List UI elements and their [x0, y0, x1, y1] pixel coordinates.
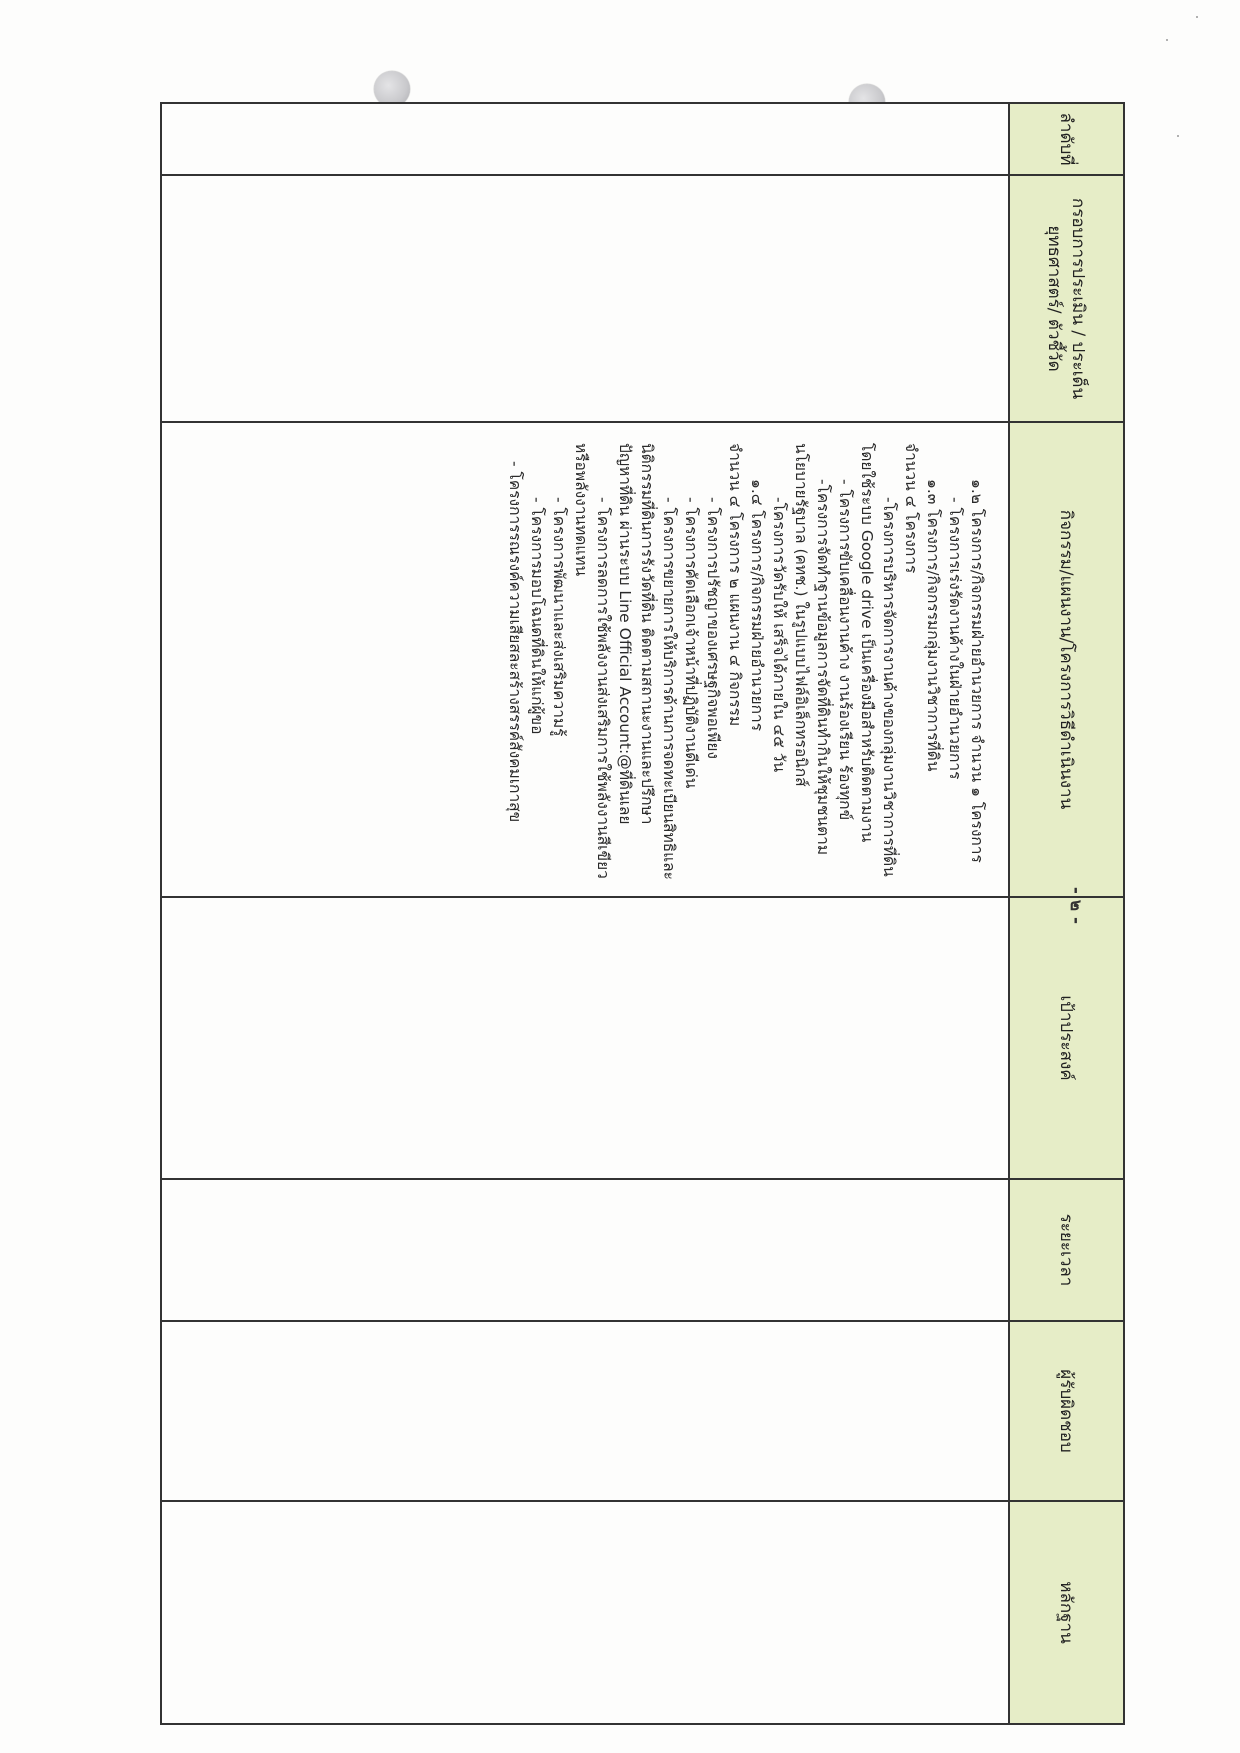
header-duration: ระยะเวลา — [1009, 1179, 1124, 1321]
header-order: ลำดับที่ — [1009, 103, 1124, 175]
activity-line: จำนวน ๔ โครงการ — [902, 443, 920, 574]
cell-order — [161, 103, 1009, 175]
cell-objective — [161, 897, 1009, 1179]
activity-line: -โครงการบริหารจัดการงานค้างของกลุ่มงานวิชาการที่ดิน — [880, 497, 898, 877]
activity-line: นิติกรรมที่ดินการรังวัดที่ดิน ติดตามสถานะงานและปรึกษา — [638, 443, 656, 825]
activity-line: นโยบายรัฐบาล (คทช.) ในรูปแบบไฟล์อิเล็กทรอนิกส์ — [792, 443, 810, 787]
cell-framework — [161, 175, 1009, 422]
activity-line: - โครงการปรัชญาของเศรษฐกิจพอเพียง — [704, 497, 722, 759]
header-objective: เป้าประสงค์ — [1009, 897, 1124, 1179]
page-number: - ๒ - — [1066, 886, 1087, 925]
paper-speck — [1166, 39, 1168, 41]
activity-line: -โครงการวัดรับให้ เสร็จได้ภายใน ๔๕ วัน — [770, 497, 788, 773]
activity-line: - โครงการคัดเลือกเจ้าหน้าที่ปฏิบัติงานดีเด่น — [682, 497, 700, 789]
plan-table — [160, 102, 1125, 1725]
activity-line: - โครงการขับเคลื่อนงานค้าง งานร้องเรียน ร้องทุกข์ — [836, 479, 854, 821]
header-activities: กิจกรรม/แผนงาน/โครงการวิธีดำเนินงาน — [1009, 422, 1124, 897]
paper-speck — [1177, 135, 1179, 137]
activity-line: ๑.๓ โครงการ/กิจกรรมกลุ่มงานวิชาการที่ดิน — [924, 479, 942, 772]
activity-line: -โครงการจัดทำฐานข้อมูลการจัดที่ดินทำกินให้ชุมชนตาม — [814, 479, 832, 856]
activity-line: ปัญหาที่ดิน ผ่านระบบ Line Official Account:@ที่ดินเลย — [616, 443, 634, 825]
header-evidence: หลักฐาน — [1009, 1501, 1124, 1724]
cell-evidence — [161, 1501, 1009, 1724]
activity-line: - โครงการลดการใช้พลังงานส่งเสริมการใช้พลังงานสีเขียว — [594, 497, 612, 879]
activity-line: ๑.๒ โครงการ/กิจกรรมฝ่ายอำนวยการ จำนวน ๑ โครงการ — [968, 479, 986, 863]
activity-line: - โครงการขยายการให้บริการด้านการจดทะเบียนสิทธิและ — [660, 497, 678, 880]
rotated-table-page — [160, 102, 1125, 1723]
header-framework: กรอบการประเมิน / ประเด็นยุทธศาสตร์/ ตัวชี้วัด — [1009, 175, 1124, 422]
activity-line: หรือพลังงานทดแทน — [572, 443, 590, 577]
activity-line: โดยใช้ระบบ Google drive เป็นเครื่องมือสำหรับติดตามงาน — [858, 443, 876, 843]
cell-duration — [161, 1179, 1009, 1321]
header-responsible: ผู้รับผิดชอบ — [1009, 1321, 1124, 1501]
activity-line: - โครงการพัฒนาและส่งเสริมความรู้ — [550, 497, 568, 737]
activity-line: - โครงการมอบโฉนดที่ดินให้แก่ผู้ขอ — [528, 497, 546, 735]
paper-speck — [1196, 16, 1198, 18]
activity-line: - โครงการเร่งรัดงานค้างในฝ่ายอำนวยการ — [946, 497, 964, 780]
cell-activities — [161, 422, 1009, 897]
activity-line: - โครงการรณรงค์ความเสียสละสร้างสรรค์สังคมเกาสุข — [506, 461, 524, 823]
activity-line: จำนวน ๔ โครงการ ๒ แผนงาน ๔ กิจกรรม — [726, 443, 744, 727]
activity-line: ๑.๔ โครงการ/กิจกรรมฝ่ายอำนวยการ — [748, 479, 766, 732]
cell-responsible — [161, 1321, 1009, 1501]
activities-text-block — [494, 423, 1008, 896]
table-body-row — [161, 103, 1009, 1724]
